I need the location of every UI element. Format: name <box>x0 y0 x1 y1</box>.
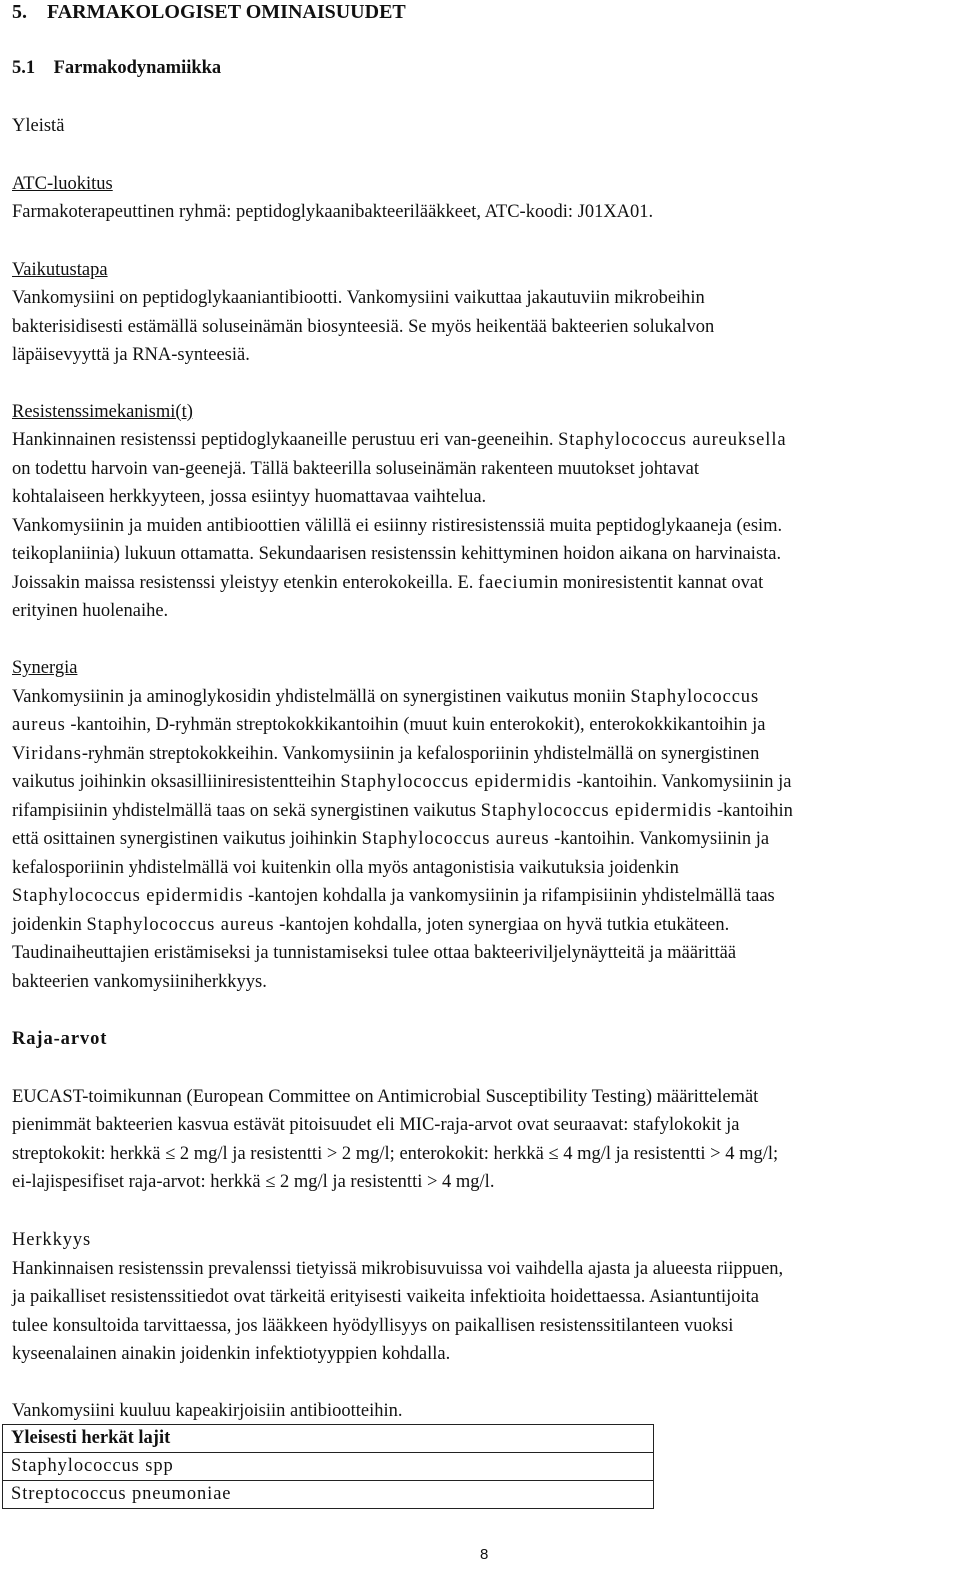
table-cell: Staphylococcus spp <box>3 1453 654 1481</box>
atc-title: ATC-luokitus <box>12 174 113 194</box>
narrow-spectrum-note: Vankomysiini kuuluu kapeakirjoisiin antibiootteihin. <box>12 1401 403 1421</box>
susceptibility-line: kyseenalainen ainakin joidenkin infektiotyyppien kohdalla. <box>12 1344 451 1364</box>
resistance-line: Hankinnainen resistenssi peptidoglykaaneille perustuu eri van-geeneihin. Staphylococcus aureuksella <box>12 430 787 450</box>
atc-text: Farmakoterapeuttinen ryhmä: peptidoglykaanibakteerilääkkeet, ATC-koodi: J01XA01. <box>12 202 654 222</box>
mechanism-line: bakterisidisesti estämällä soluseinämän biosynteesiä. Se myös heikentää bakteerien solukalvon <box>12 317 715 337</box>
synergy-line: bakteerien vankomysiiniherkkyys. <box>12 972 267 992</box>
susceptibility-line: Hankinnaisen resistenssin prevalenssi tietyissä mikrobisuvuissa voi vaihdella ajasta ja alueesta riippuen, <box>12 1259 784 1279</box>
breakpoints-line: EUCAST-toimikunnan (European Committee on Antimicrobial Susceptibility Testing) määrittelemät <box>12 1087 759 1107</box>
resistance-line: Joissakin maissa resistenssi yleistyy etenkin enterokokeilla. E. faeciumin moniresistentit kannat ovat <box>12 573 764 593</box>
synergy-line: Vankomysiinin ja aminoglykosidin yhdistelmällä on synergistinen vaikutus moniin Staphylococcus <box>12 687 760 707</box>
synergy-line: Taudinaiheuttajien eristämiseksi ja tunnistamiseksi tulee ottaa bakteeriviljelynäytteitä ja määrittää <box>12 943 737 963</box>
resistance-title: Resistenssimekanismi(t) <box>12 402 193 422</box>
breakpoints-title: Raja-arvot <box>12 1029 108 1049</box>
mechanism-line: läpäisevyyttä ja RNA-synteesiä. <box>12 345 250 365</box>
synergy-line: joidenkin Staphylococcus aureus -kantojen kohdalla, joten synergiaa on hyvä tutkia etukäteen. <box>12 915 730 935</box>
page-number: 8 <box>480 1546 489 1563</box>
general-heading: Yleistä <box>12 116 65 136</box>
subsection-heading: 5.1 Farmakodynamiikka <box>12 58 222 78</box>
synergy-line: vaikutus joihinkin oksasilliiniresistentteihin Staphylococcus epidermidis -kantoihin. Vankomysiinin ja <box>12 772 792 792</box>
table-cell: Streptococcus pneumoniae <box>3 1481 654 1509</box>
section-heading: 5. FARMAKOLOGISET OMINAISUUDET <box>12 1 406 23</box>
mechanism-line: Vankomysiini on peptidoglykaaniantibiootti. Vankomysiini vaikuttaa jakautuviin mikrobeihin <box>12 288 705 308</box>
table-row <box>3 1453 654 1481</box>
mechanism-title: Vaikutustapa <box>12 260 108 280</box>
synergy-line: rifampisiinin yhdistelmällä taas on sekä synergistinen vaikutus Staphylococcus epidermidis -kantoihin <box>12 801 793 821</box>
resistance-line: kohtalaiseen herkkyyteen, jossa esiintyy huomattavaa vaihtelua. <box>12 487 487 507</box>
synergy-line: kefalosporiinin yhdistelmällä voi kuitenkin olla myös antagonistisia vaikutuksia joidenkin <box>12 858 679 878</box>
table-header-row <box>3 1425 654 1453</box>
resistance-line: Vankomysiinin ja muiden antibioottien välillä ei esiinny ristiresistenssiä muita peptidoglykaaneja (esim. <box>12 516 783 536</box>
synergy-line: Viridans-ryhmän streptokokkeihin. Vankomysiinin ja kefalosporiinin yhdistelmällä on synergistinen <box>12 744 760 764</box>
synergy-title: Synergia <box>12 658 78 678</box>
table-header-cell: Yleisesti herkät lajit <box>3 1425 654 1453</box>
synergy-line: Staphylococcus epidermidis -kantojen kohdalla ja vankomysiinin ja rifampisiinin yhdistelmällä taas <box>12 886 775 906</box>
resistance-line: teikoplaniinia) lukuun ottamatta. Sekundaarisen resistenssin kehittyminen hoidon aikana on harvinaista. <box>12 544 782 564</box>
susceptibility-line: ja paikalliset resistenssitiedot ovat tärkeitä erityisesti vaikeita infektioita hoidettaessa. Asiantuntijoita <box>12 1287 760 1307</box>
susceptibility-title: Herkkyys <box>12 1230 92 1250</box>
resistance-line: erityinen huolenaihe. <box>12 601 169 621</box>
table-row <box>3 1481 654 1509</box>
breakpoints-line: pienimmät bakteerien kasvua estävät pitoisuudet eli MIC-raja-arvot ovat seuraavat: stafylokokit ja <box>12 1115 740 1135</box>
breakpoints-line: ei-lajispesifiset raja-arvot: herkkä ≤ 2 mg/l ja resistentti > 4 mg/l. <box>12 1172 495 1192</box>
synergy-line: aureus -kantoihin, D-ryhmän streptokokkikantoihin (muut kuin enterokokit), enterokokkikantoihin ja <box>12 715 766 735</box>
resistance-line: on todettu harvoin van-geenejä. Tällä bakteerilla soluseinämän rakenteen muutokset johtavat <box>12 459 700 479</box>
breakpoints-line: streptokokit: herkkä ≤ 2 mg/l ja resistentti > 2 mg/l; enterokokit: herkkä ≤ 4 mg/l ja resistentti > 4 mg/l; <box>12 1144 779 1164</box>
susceptible-species-table <box>2 1424 654 1509</box>
susceptibility-line: tulee konsultoida tarvittaessa, jos lääkkeen hyödyllisyys on paikallisen resistenssitilanteen vuoksi <box>12 1316 734 1336</box>
synergy-line: että osittainen synergistinen vaikutus joihinkin Staphylococcus aureus -kantoihin. Vankomysiinin ja <box>12 829 770 849</box>
